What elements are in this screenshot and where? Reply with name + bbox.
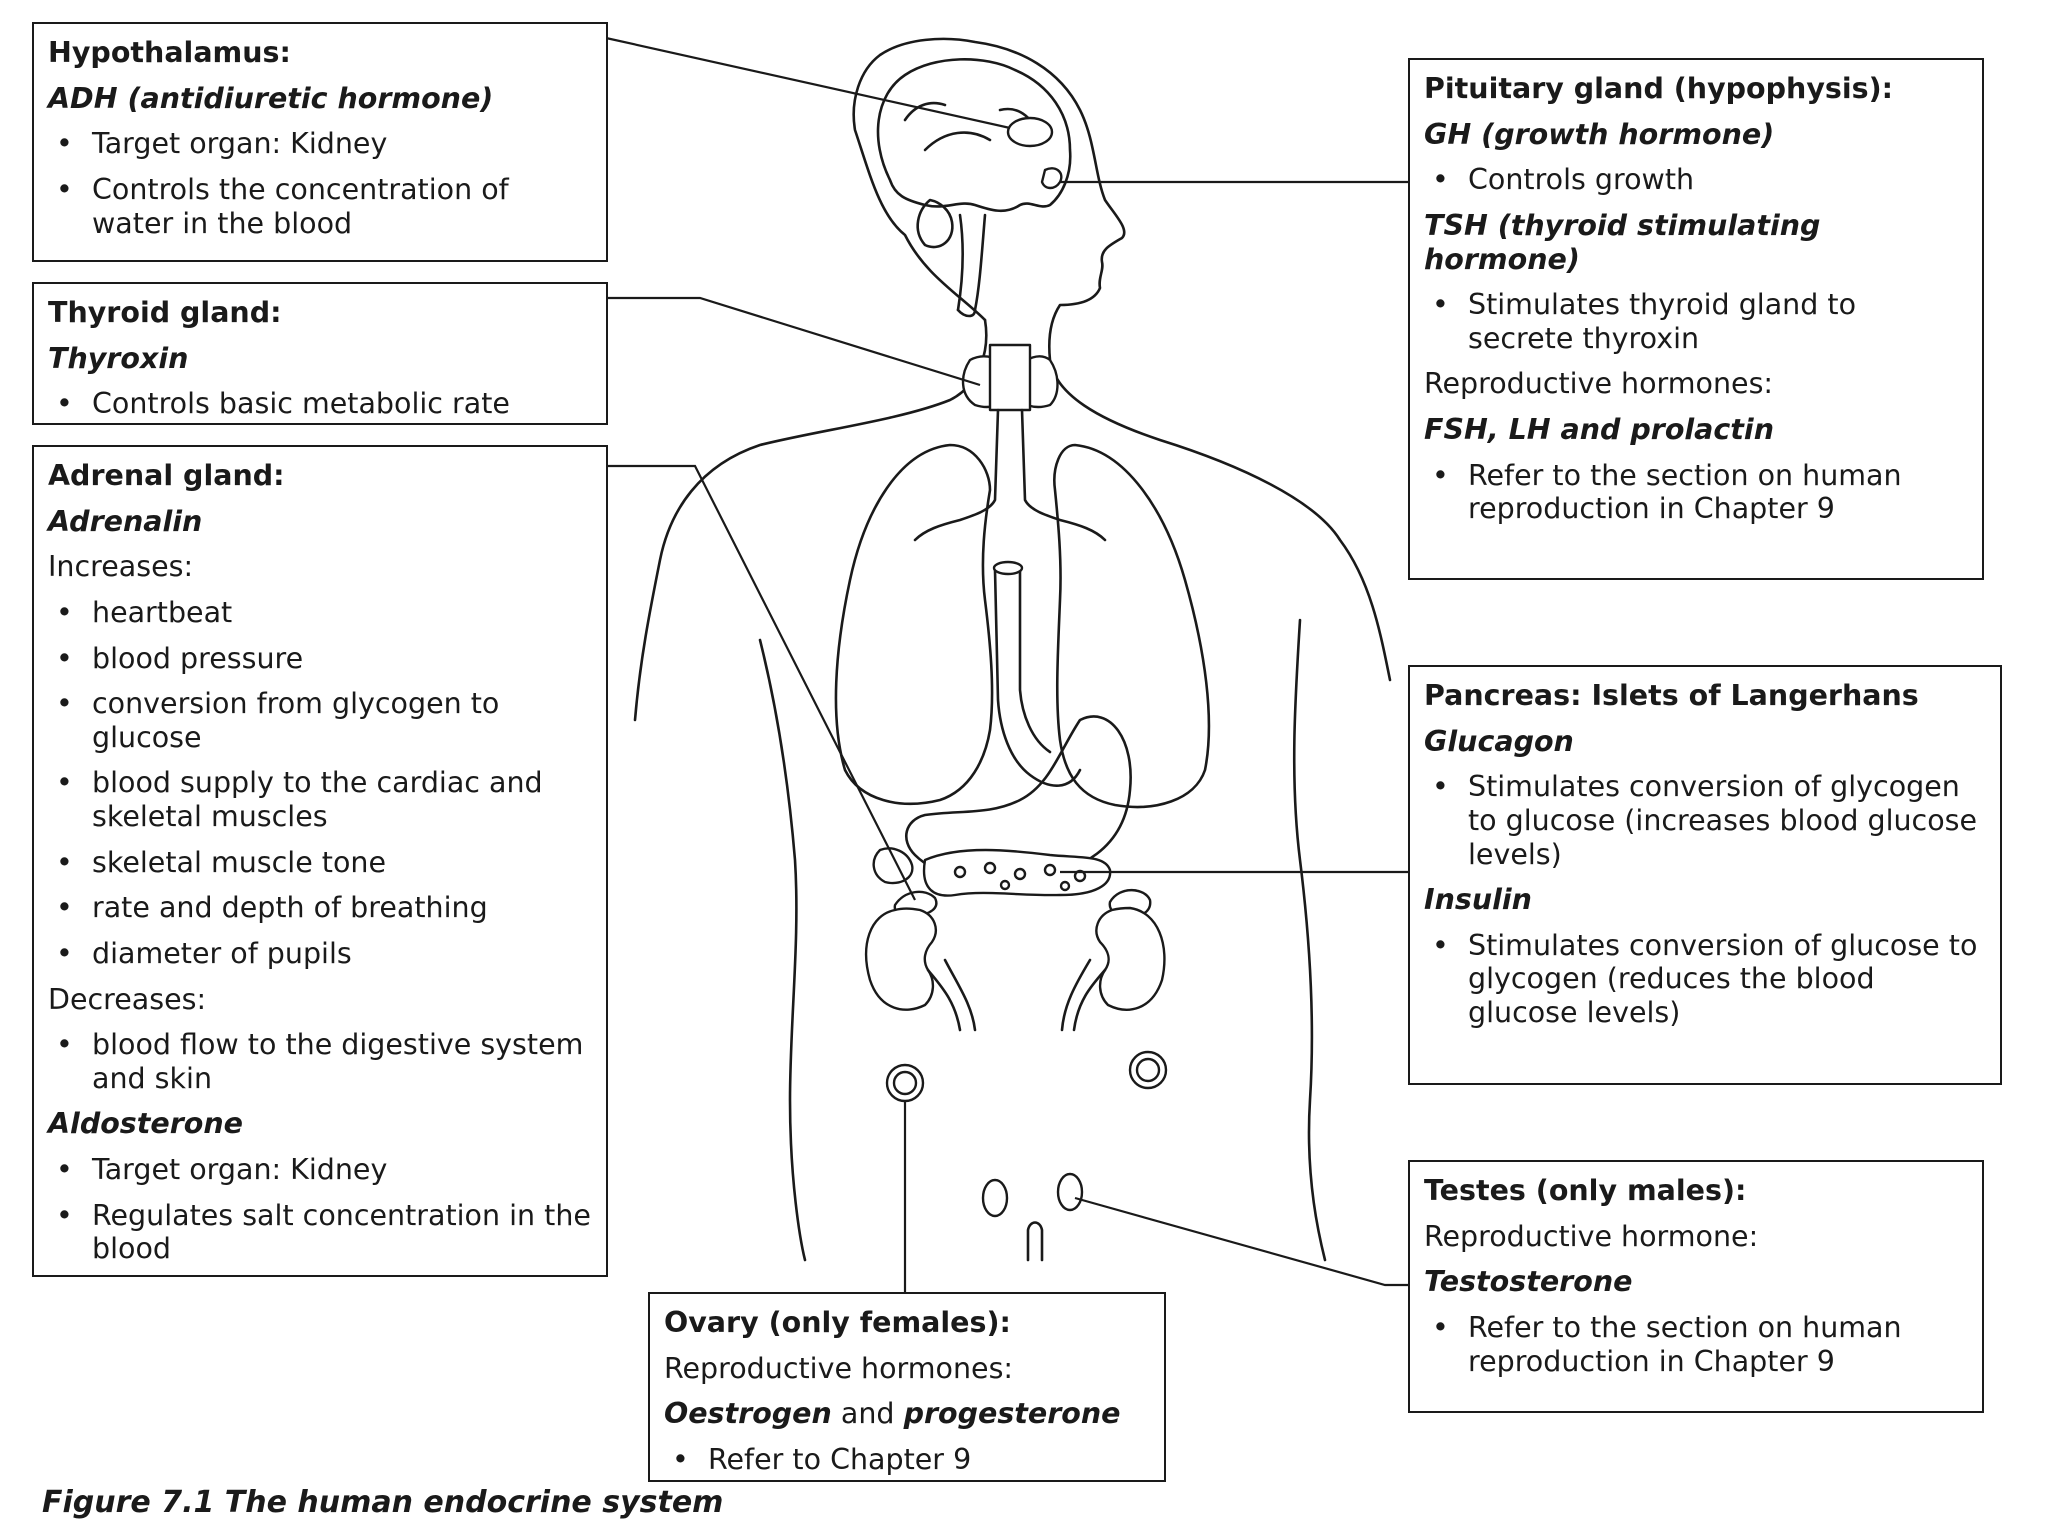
increases-label: Increases: — [48, 550, 194, 584]
testes — [983, 1174, 1082, 1260]
testes-title: Testes (only males): — [1424, 1174, 1747, 1207]
gh-bullet: • Controls growth — [1424, 163, 1968, 197]
fsh-lh-prolactin-hormone: FSH, LH and prolactin — [1424, 413, 1774, 446]
pancreas-title: Pancreas: Islets of Langerhans — [1424, 679, 1919, 712]
ovary-title: Ovary (only females): — [664, 1306, 1011, 1339]
insulin-bullet: • Stimulates conversion of glucose to glycogen (reduces the blood glucose levels) — [1424, 929, 1986, 1030]
tsh-hormone: TSH (thyroid stimulating hormone) — [1424, 208, 1821, 276]
decreases-bullet: • blood flow to the digestive system and skin — [48, 1028, 592, 1095]
reproductive-hormone-label: Reproductive hormone: — [1424, 1219, 1759, 1253]
hormone-conjunction: and — [831, 1397, 904, 1431]
brain — [878, 59, 1070, 316]
pituitary-title: Pituitary gland (hypophysis): — [1424, 72, 1894, 105]
body-outline — [635, 39, 1390, 1260]
left-kidney-shape — [866, 909, 936, 1010]
ovary-box — [648, 1292, 1166, 1482]
thyroid-bullet: • Controls basic metabolic rate — [48, 387, 592, 421]
testes-bullet: • Refer to the section on human reproduction in Chapter 9 — [1424, 1311, 1968, 1378]
leader-lines — [606, 38, 1410, 1292]
hypothalamus-bullet: • Target organ: Kidney — [48, 127, 592, 161]
increases-bullet: • blood pressure — [48, 642, 592, 676]
decreases-label: Decreases: — [48, 982, 207, 1016]
testes-box — [1408, 1160, 1984, 1413]
glucagon-hormone: Glucagon — [1424, 724, 1574, 758]
figure-caption: Figure 7.1 The human endocrine system — [42, 1485, 724, 1520]
adrenal-box — [32, 445, 608, 1277]
hypothalamus-bullet: • Controls the concentration of water in the blood — [48, 173, 592, 240]
aldosterone-bullet: • Target organ: Kidney — [48, 1153, 592, 1187]
increases-bullet: • skeletal muscle tone — [48, 846, 592, 880]
gh-hormone: GH (growth hormone) — [1424, 117, 1775, 151]
ovary-reproductive-label: Reproductive hormones: — [664, 1351, 1014, 1385]
increases-bullet: • heartbeat — [48, 596, 592, 630]
hypothalamus-shape — [1008, 118, 1052, 146]
progesterone-hormone: progesterone — [903, 1397, 1121, 1431]
thyroid-leader-line — [606, 298, 980, 385]
pituitary-box — [1408, 58, 1984, 580]
ovary-hormones — [664, 1397, 1150, 1431]
glucagon-bullet: • Stimulates conversion of glycogen to glucose (increases blood glucose levels) — [1424, 770, 1986, 871]
adh-hormone: ADH (antidiuretic hormone) — [48, 81, 494, 115]
thyroid-box — [32, 282, 608, 425]
hypothalamus-box — [32, 22, 608, 262]
ovary-bullet: • Refer to Chapter 9 — [664, 1443, 1150, 1477]
pancreas-box — [1408, 665, 2002, 1085]
adrenal-leader-line — [606, 466, 915, 900]
right-kidney-shape — [1096, 908, 1164, 1010]
hypothalamus-title: Hypothalamus: — [48, 36, 291, 69]
kidneys — [866, 890, 1164, 1030]
pituitary-shape — [1042, 168, 1061, 188]
increases-bullet: • diameter of pupils — [48, 937, 592, 971]
right-testis-shape — [1058, 1174, 1082, 1210]
testosterone-hormone: Testosterone — [1424, 1265, 1633, 1299]
adrenal-title: Adrenal gland: — [48, 459, 285, 492]
aldosterone-bullet: • Regulates salt concentration in the blood — [48, 1199, 592, 1266]
oestrogen-hormone: Oestrogen — [664, 1397, 832, 1431]
increases-bullet: • rate and depth of breathing — [48, 891, 592, 925]
tsh-bullet: • Stimulates thyroid gland to secrete thyroxin — [1424, 288, 1968, 355]
thyroxin-hormone: Thyroxin — [48, 341, 189, 375]
reproduction-bullet: • Refer to the section on human reproduction in Chapter 9 — [1424, 459, 1968, 526]
lungs — [836, 445, 1209, 807]
reproductive-hormones-label: Reproductive hormones: — [1424, 367, 1774, 401]
left-testis-shape — [983, 1180, 1007, 1216]
aldosterone-hormone: Aldosterone — [48, 1107, 243, 1141]
increases-bullet: • blood supply to the cardiac and skeletal muscles — [48, 766, 592, 833]
insulin-hormone: Insulin — [1424, 883, 1532, 917]
ovaries — [887, 1052, 1166, 1101]
increases-bullet: • conversion from glycogen to glucose — [48, 687, 592, 754]
thyroid-title: Thyroid gland: — [48, 296, 282, 329]
testes-leader-line — [1075, 1198, 1410, 1285]
adrenalin-hormone: Adrenalin — [48, 504, 203, 538]
stomach — [906, 562, 1130, 883]
hypothalamus-leader-line — [606, 38, 1010, 128]
